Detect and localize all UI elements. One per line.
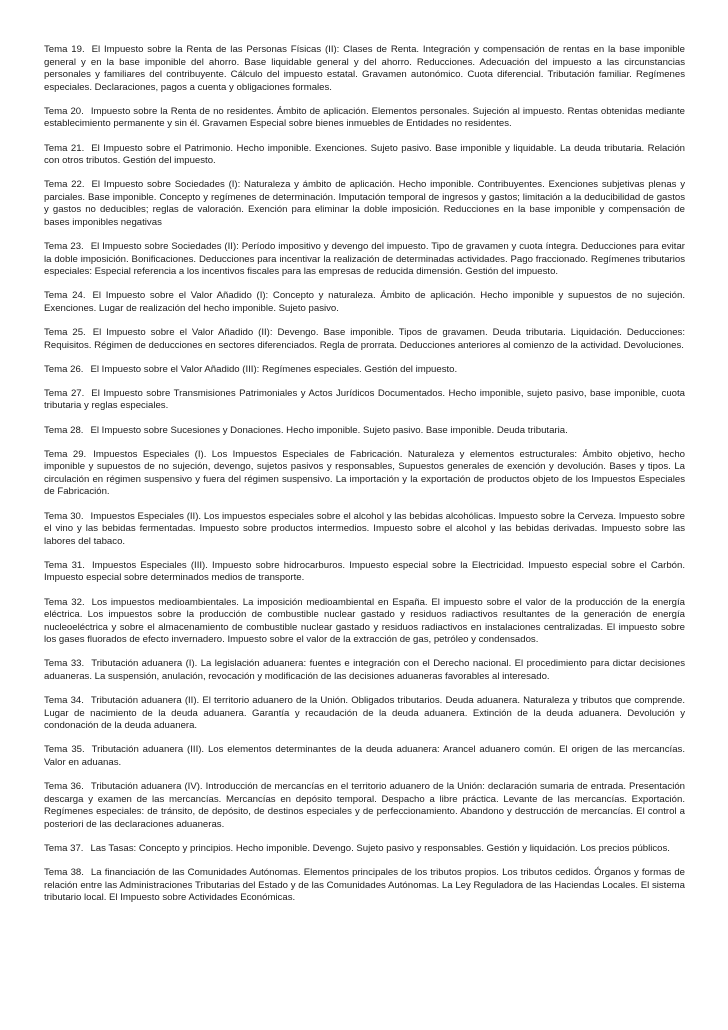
tema-number: Tema 24. <box>44 290 86 302</box>
tema-number: Tema 22. <box>44 179 85 191</box>
tema-number: Tema 33. <box>44 658 85 670</box>
tema-text: Impuestos Especiales (III). Impuesto sobre hidrocarburos. Impuesto especial sobre la Electricidad. Impuesto especial sobre el Carbón. Impuesto especial sobre determinados medios de transporte. <box>44 559 686 584</box>
tema-26 <box>44 364 685 377</box>
tema-number: Tema 34. <box>44 695 84 707</box>
tema-31 <box>44 560 685 585</box>
tema-text: El Impuesto sobre el Valor Añadido (III): Regímenes especiales. Gestión del impuesto. <box>90 363 458 375</box>
tema-number: Tema 27. <box>44 387 85 399</box>
tema-text: La financiación de las Comunidades Autónomas. Elementos principales de los tributos propios. Los tributos cedidos. Órganos y formas de relación entre las Administraciones Tributarias del Estado y de las Comunidades Autónomas. La Ley Reguladora de las Haciendas Locales. El sistema tributario local. El Impuesto sobre Actividades Económicas. <box>44 867 685 904</box>
tema-text: El Impuesto sobre la Renta de las Personas Físicas (II): Clases de Renta. Integración y compensación de rentas en la base imponible general y en la base imponible del ahorro. Base liquidable general y del ahorro. Reducciones. Adecuación del impuesto a las circunstancias personales y familiares del contribuyente. Cálculo del impuesto estatal. Gravamen autonómico. Cuota diferencial. Tributación familiar. Regímenes especiales. Declaraciones, pagos a cuenta y obligaciones formales. <box>44 44 685 93</box>
tema-number: Tema 26. <box>44 363 84 375</box>
tema-number: Tema 32. <box>44 596 85 608</box>
tema-text: El Impuesto sobre el Valor Añadido (II): Devengo. Base imponible. Tipos de gravamen. Deuda tributaria. Liquidación. Deducciones: Requisitos. Régimen de deducciones en sectores diferenciados. Regla de prorrata. Deducciones anteriores al comienzo de la actividad. Devoluciones. <box>44 327 685 351</box>
tema-text: Tributación aduanera (IV). Introducción de mercancías en el territorio aduanero de la Unión: declaración sumaria de entrada. Presentación descarga y examen de las mercancías. Mercancías en depósito temporal. Despacho a libre práctica. Levante de las mercancías. Exportación. Regímenes especiales: de tránsito, de depósito, de destinos especiales y de perfeccionamiento. Abandono y destrucción de mercancías. El control a posteriori de las declaraciones aduaneras. <box>44 781 685 830</box>
tema-28 <box>44 425 685 438</box>
tema-text: El Impuesto sobre el Valor Añadido (I): Concepto y naturaleza. Ámbito de aplicación. Hecho imponible y supuestos de no sujeción. Exenciones. Lugar de realización del hecho imponible. Sujeto pasivo. <box>44 290 685 314</box>
tema-number: Tema 36. <box>44 781 84 793</box>
tema-number: Tema 20. <box>44 105 84 117</box>
tema-29 <box>44 449 685 499</box>
tema-text: Impuesto sobre la Renta de no residentes. Ámbito de aplicación. Elementos personales. Sujeción al impuesto. Rentas obtenidas mediante establecimiento permanente y sin él. Gravamen Especial sobre bienes inmuebles de Entidades no residentes. <box>44 105 685 130</box>
tema-27 <box>44 388 685 413</box>
tema-text: El Impuesto sobre Sociedades (I): Naturaleza y ámbito de aplicación. Hecho imponible. Contribuyentes. Exenciones subjetivas plenas y parciales. Base imponible. Concepto y regímenes de determinación. Imputación temporal de ingresos y gastos; limitación a la deducibilidad de gastos y gastos no deducibles; reglas de valoración. Exención para eliminar la doble imposición. Reducciones en la base imponible y compensación de bases imponibles negativas <box>44 179 685 229</box>
tema-32 <box>44 597 685 647</box>
tema-number: Tema 25. <box>44 327 86 339</box>
tema-number: Tema 31. <box>44 559 85 571</box>
tema-text: El Impuesto sobre Sociedades (II): Período impositivo y devengo del impuesto. Tipo de gravamen y cuota íntegra. Deducciones para evitar la doble imposición. Bonificaciones. Deducciones para incentivar la realización de determinadas actividades. Pago fraccionado. Regímenes tributarios especiales: Especial referencia a los incentivos fiscales para las empresas de reducida dimensión. Gestión del impuesto. <box>44 241 685 278</box>
tema-text: Los impuestos medioambientales. La imposición medioambiental en España. El impuesto sobre el valor de la producción de la energía eléctrica. Los impuestos sobre la producción de combustible nuclear gastado y residuos radiactivos resultantes de la generación de energía nucleoeléctrica y sobre el almacenamiento de combustible nuclear gastado y residuos radiactivos en instalaciones centralizadas. El impuesto sobre los gases fluorados de efecto invernadero. Impuesto sobre el valor de la extracción de gas, petróleo y condensados. <box>44 596 685 646</box>
tema-text: Las Tasas: Concepto y principios. Hecho imponible. Devengo. Sujeto pasivo y responsables. Gestión y liquidación. Los precios públicos. <box>90 842 670 854</box>
tema-number: Tema 29. <box>44 448 87 460</box>
tema-text: Tributación aduanera (I). La legislación aduanera: fuentes e integración con el Derecho nacional. El procedimiento para dictar decisiones aduaneras. La suspensión, anulación, revocación y modificación de las decisiones aduaneras favorables al interesado. <box>44 658 685 682</box>
tema-30 <box>44 511 685 549</box>
tema-24 <box>44 290 685 315</box>
tema-20 <box>44 106 685 131</box>
tema-number: Tema 28. <box>44 424 84 436</box>
tema-23 <box>44 241 685 279</box>
tema-33 <box>44 658 685 683</box>
tema-21 <box>44 143 685 168</box>
tema-text: Impuestos Especiales (I). Los Impuestos Especiales de Fabricación. Naturaleza y elementos estructurales: Ámbito objetivo, hecho imponible y supuestos de no sujeción, devengo, sujetos pasivos y responsables, Supuestos generales de exención y devolución. Bases y tipos. La circulación en régimen suspensivo y fuera del régimen suspensivo. La importación y la exportación de productos objeto de los Impuestos Especiales de Fabricación. <box>44 448 685 498</box>
tema-number: Tema 19. <box>44 44 85 55</box>
tema-25 <box>44 327 685 352</box>
tema-number: Tema 21. <box>44 142 85 154</box>
tema-37 <box>44 843 685 856</box>
tema-text: Tributación aduanera (II). El territorio aduanero de la Unión. Obligados tributarios. Deuda aduanera. Naturaleza y tributos que comprende. Lugar de nacimiento de la deuda aduanera. Garantía y recaudación de la deuda aduanera. Extinción de la deuda aduanera. Devolución y condonación de la deuda aduanera. <box>44 695 685 732</box>
tema-19 <box>44 44 685 94</box>
tema-text: El Impuesto sobre Sucesiones y Donaciones. Hecho imponible. Sujeto pasivo. Base imponible. Deuda tributaria. <box>90 424 568 436</box>
tema-text: El Impuesto sobre Transmisiones Patrimoniales y Actos Jurídicos Documentados. Hecho imponible, sujeto pasivo, base imponible, cuota tributaria y reglas especiales. <box>44 387 685 412</box>
tema-38 <box>44 867 685 905</box>
tema-34 <box>44 695 685 733</box>
tema-text: El Impuesto sobre el Patrimonio. Hecho imponible. Exenciones. Sujeto pasivo. Base imponible y liquidable. La deuda tributaria. Relación con otros tributos. Gestión del impuesto. <box>44 142 685 167</box>
tema-36 <box>44 781 685 831</box>
tema-number: Tema 23. <box>44 241 84 253</box>
tema-text: Tributación aduanera (III). Los elementos determinantes de la deuda aduanera: Arancel aduanero común. El origen de las mercancías. Valor en aduanas. <box>44 744 686 768</box>
tema-number: Tema 37. <box>44 842 84 854</box>
tema-number: Tema 38. <box>44 867 84 878</box>
tema-text: Impuestos Especiales (II). Los impuestos especiales sobre el alcohol y las bebidas alcohólicas. Impuesto sobre la Cerveza. Impuesto sobre el vino y las bebidas fermentadas. Impuesto sobre productos intermedios. Impuesto sobre el alcohol y las bebidas derivadas. Impuesto sobre las labores del tabaco. <box>44 510 685 547</box>
tema-22 <box>44 179 685 229</box>
tema-number: Tema 35. <box>44 744 85 756</box>
tema-35 <box>44 744 685 769</box>
tema-number: Tema 30. <box>44 510 84 522</box>
